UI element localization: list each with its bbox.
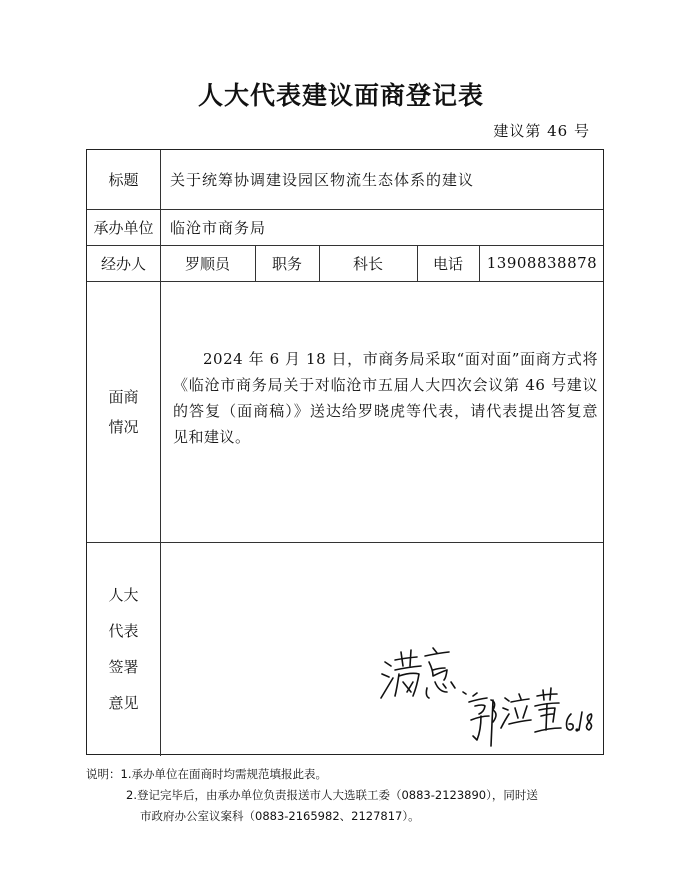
notes xyxy=(86,764,626,827)
position-label: 职务 xyxy=(271,254,302,273)
situation-label-line: 面商 xyxy=(108,387,139,406)
topic-value: 关于统筹协调建设园区物流生态体系的建议 xyxy=(170,171,475,189)
note-line-3: 市政府办公室议案科（0883-2165982、2127817）。 xyxy=(140,809,420,823)
situation-label-line: 情况 xyxy=(108,417,139,436)
opinion-label xyxy=(87,542,160,756)
handler-value: 罗顺员 xyxy=(184,254,230,273)
document-title: 人大代表建议面商登记表 xyxy=(197,81,484,110)
unit-value: 临沧市商务局 xyxy=(170,218,267,237)
opinion-label-line: 签署 xyxy=(108,658,139,676)
phone-label: 电话 xyxy=(432,254,463,273)
handler-label: 经办人 xyxy=(100,254,146,273)
column-divider xyxy=(160,542,161,756)
opinion-label-line: 意见 xyxy=(108,694,139,712)
position-value: 科长 xyxy=(352,254,383,273)
registration-form xyxy=(86,149,604,755)
suggestion-number: 建议第 46 号 xyxy=(493,122,590,140)
note-line-2: 2.登记完毕后，由承办单位负责报送市人大选联工委（0883-2123890），同时送 xyxy=(126,788,538,802)
note-line-1: 说明：1.承办单位在面商时均需规范填报此表。 xyxy=(86,767,327,781)
situation-text: 2024 年 6 月 18 日，市商务局采取“面对面”面商方式将《临沧市商务局关于对临沧市五届人大四次会议第 46 号建议的答复（面商稿）》送达给罗晓虎等代表，请代表提出答复意见和建议。 xyxy=(173,350,598,446)
handwritten-signature xyxy=(377,640,597,750)
situation-label xyxy=(87,281,160,542)
opinion-label-line: 代表 xyxy=(108,622,139,640)
unit-label: 承办单位 xyxy=(93,218,154,237)
row-divider xyxy=(87,281,603,282)
phone-value: 13908838878 xyxy=(486,254,598,272)
opinion-label-line: 人大 xyxy=(108,586,139,604)
topic-label: 标题 xyxy=(108,171,139,189)
row-divider xyxy=(87,542,603,543)
